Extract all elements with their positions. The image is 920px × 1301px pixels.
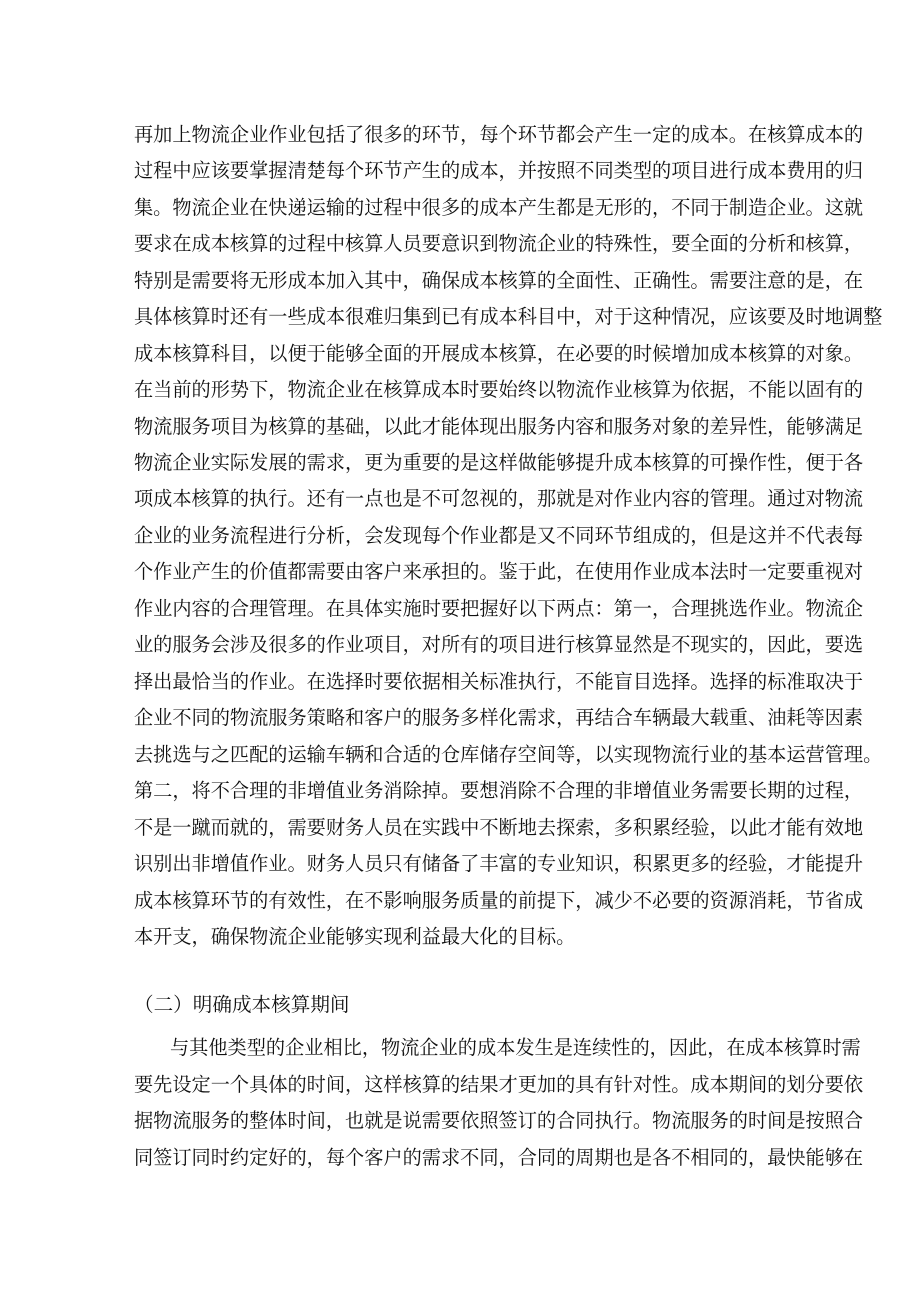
text-line: 个作业产生的价值都需要由客户来承担的。鉴于此，在使用作业成本法时一定要重视对 bbox=[134, 560, 864, 583]
text-line: 过程中应该要掌握清楚每个环节产生的成本，并按照不同类型的项目进行成本费用的归 bbox=[134, 159, 864, 182]
text-line: 要先设定一个具体的时间，这样核算的结果才更加的具有针对性。成本期间的划分要依 bbox=[134, 1073, 864, 1096]
text-line: 特别是需要将无形成本加入其中，确保成本核算的全面性、正确性。需要注意的是，在 bbox=[134, 269, 864, 292]
text-line: 业的服务会涉及很多的作业项目，对所有的项目进行核算显然是不现实的，因此，要选 bbox=[134, 633, 864, 656]
text-line: 企业的业务流程进行分析，会发现每个作业都是又不同环节组成的，但是这并不代表每 bbox=[134, 524, 864, 547]
text-line: 据物流服务的整体时间，也就是说需要依照签订的合同执行。物流服务的时间是按照合 bbox=[134, 1109, 864, 1132]
text-line: 再加上物流企业作业包括了很多的环节，每个环节都会产生一定的成本。在核算成本的 bbox=[134, 123, 864, 146]
text-line: 本开支，确保物流企业能够实现利益最大化的目标。 bbox=[134, 925, 576, 948]
text-line: 集。物流企业在快递运输的过程中很多的成本产生都是无形的，不同于制造企业。这就 bbox=[134, 196, 864, 219]
text-line: 在当前的形势下，物流企业在核算成本时要始终以物流作业核算为依据，不能以固有的 bbox=[134, 378, 864, 401]
text-line: 企业不同的物流服务策略和客户的服务多样化需求，再结合车辆最大载重、油耗等因素 bbox=[134, 706, 864, 729]
text-line: 第二，将不合理的非增值业务消除掉。要想消除不合理的非增值业务需要长期的过程， bbox=[134, 779, 864, 802]
text-line: 择出最恰当的作业。在选择时要依据相关标准执行，不能盲目选择。选择的标准取决于 bbox=[134, 670, 864, 693]
text-line: 与其他类型的企业相比，物流企业的成本发生是连续性的，因此，在成本核算时需 bbox=[170, 1036, 861, 1059]
text-line: 成本核算环节的有效性，在不影响服务质量的前提下，减少不必要的资源消耗，节省成 bbox=[134, 889, 864, 912]
text-line: 识别出非增值作业。财务人员只有储备了丰富的专业知识，积累更多的经验，才能提升 bbox=[134, 852, 864, 875]
text-line: 同签订同时约定好的，每个客户的需求不同，合同的周期也是各不相同的，最快能够在 bbox=[134, 1146, 864, 1169]
text-line: 成本核算科目，以便于能够全面的开展成本核算，在必要的时候增加成本核算的对象。 bbox=[134, 342, 864, 365]
text-line: 物流企业实际发展的需求，更为重要的是这样做能够提升成本核算的可操作性，便于各 bbox=[134, 451, 864, 474]
text-line: 不是一蹴而就的，需要财务人员在实践中不断地去探索，多积累经验，以此才能有效地 bbox=[134, 816, 864, 839]
text-line: 具体核算时还有一些成本很难归集到已有成本科目中，对于这种情况，应该要及时地调整 bbox=[134, 305, 883, 328]
section-heading: （二）明确成本核算期间 bbox=[134, 993, 350, 1016]
text-line: 项成本核算的执行。还有一点也是不可忽视的，那就是对作业内容的管理。通过对物流 bbox=[134, 487, 864, 510]
text-line: 作业内容的合理管理。在具体实施时要把握好以下两点：第一，合理挑选作业。物流企 bbox=[134, 597, 864, 620]
text-line: 物流服务项目为核算的基础，以此才能体现出服务内容和服务对象的差异性，能够满足 bbox=[134, 415, 864, 438]
text-line: 要求在成本核算的过程中核算人员要意识到物流企业的特殊性，要全面的分析和核算， bbox=[134, 232, 864, 255]
text-line: 去挑选与之匹配的运输车辆和合适的仓库储存空间等，以实现物流行业的基本运营管理。 bbox=[134, 743, 883, 766]
